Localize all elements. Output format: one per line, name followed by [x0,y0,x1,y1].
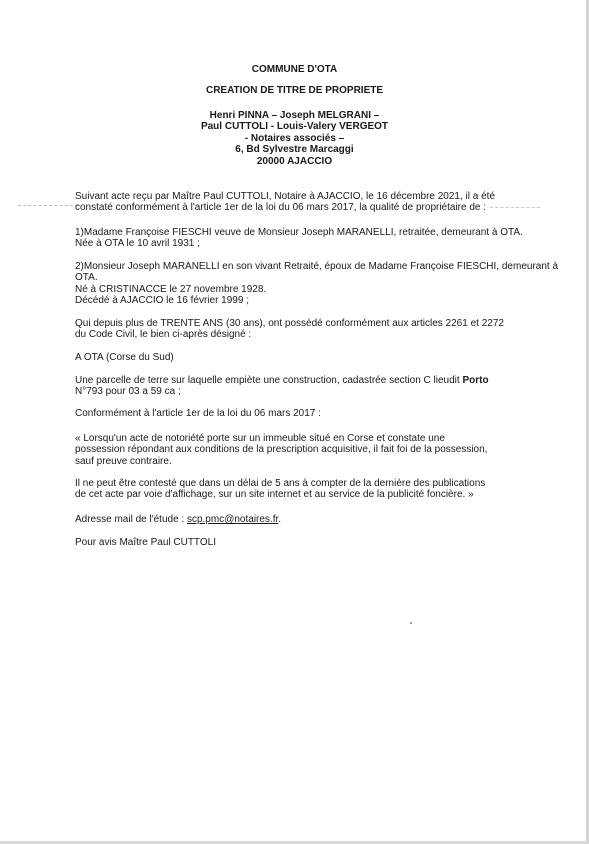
scan-speck [410,622,412,624]
address-line-2: 20000 AJACCIO [256,155,333,167]
scan-artifact-left [18,205,78,206]
location-paragraph [75,352,565,363]
address-line-1: 6, Bd Sylvestre Marcaggi [235,144,354,156]
email-label: Adresse mail de l'étude : [75,514,187,525]
owner-2-paragraph [75,261,565,306]
quote-paragraph-1 [75,433,565,467]
quote-2-line-1: Il ne peut être contesté que dans un délai de 5 ans à compter de la dernière des publications [75,478,486,489]
owner-1-line-1: 1)Madame Françoise FIESCHI veuve de Monsieur Joseph MARANELLI, retraitée, demeurant à OTA. [75,227,523,238]
possession-paragraph [75,318,565,341]
possession-line-2: du Code Civil, le bien ci-après désigné : [75,329,252,341]
email-link[interactable]: scp.pmc@notaires.fr [186,514,279,525]
notaries-line-2: Paul CUTTOLI - Louis-Valery VERGEOT [200,121,389,133]
notaries-line-1: Henri PINNA – Joseph MELGRANI – [209,110,380,121]
signoff-line: Pour avis Maître Paul CUTTOLI [75,537,216,548]
owner-1-paragraph [75,227,565,250]
owner-2-line-2: OTA. [75,272,98,284]
email-paragraph [75,514,565,525]
location-line: A OTA (Corse du Sud) [75,352,174,363]
owner-2-line-1: 2)Monsieur Joseph MARANELLI en son vivant Retraité, époux de Madame Françoise FIESCHI, demeurant à [75,261,559,272]
intro-paragraph [75,191,565,214]
owner-2-line-3: Né à CRISTINACCE le 27 novembre 1928. [75,283,267,295]
law-reference-paragraph [75,408,565,419]
quote-2-line-2: de cet acte par voie d'affichage, sur un site internet et au service de la publicité foncière. » [75,489,474,501]
intro-line-2: constaté conformément à l'article 1er de la loi du 06 mars 2017, la qualité de propriétaire de : [75,202,487,214]
document-title: CREATION DE TITRE DE PROPRIETE [205,85,384,96]
parcel-lieudit: Porto [462,375,489,386]
email-line [75,514,565,525]
parcel-description: Une parcelle de terre sur laquelle empiète une construction, cadastrée section C lieudit [75,375,463,386]
parcel-line-2: N°793 pour 03 a 59 ca ; [75,386,181,398]
quote-1-line-3: sauf preuve contraire. [75,455,172,467]
law-reference-line: Conformément à l'article 1er de la loi du 06 mars 2017 : [75,408,321,419]
notary-block [0,110,589,167]
email-period: . [278,514,282,525]
quote-1-line-1: « Lorsqu'un acte de notoriété porte sur un immeuble situé en Corse et constate une [75,433,445,444]
notaries-line-3: - Notaires associés – [244,132,345,144]
commune-heading: COMMUNE D'OTA [251,64,338,75]
parcel-paragraph [75,375,565,398]
quote-1-line-2: possession répondant aux conditions de la prescription acquisitive, il fait foi de la possession, [75,444,488,456]
quote-paragraph-2 [75,478,565,501]
possession-line-1: Qui depuis plus de TRENTE ANS (30 ans), ont possédé conformément aux articles 2261 et 2272 [75,318,504,329]
signoff-paragraph [75,537,565,548]
owner-2-line-4: Décédé à AJACCIO le 16 février 1999 ; [75,294,249,306]
owner-1-line-2: Née à OTA le 10 avril 1931 ; [75,238,200,250]
intro-line-1: Suivant acte reçu par Maître Paul CUTTOLI, Notaire à AJACCIO, le 16 décembre 2021, il a été [75,191,496,202]
parcel-line-1 [75,375,565,386]
